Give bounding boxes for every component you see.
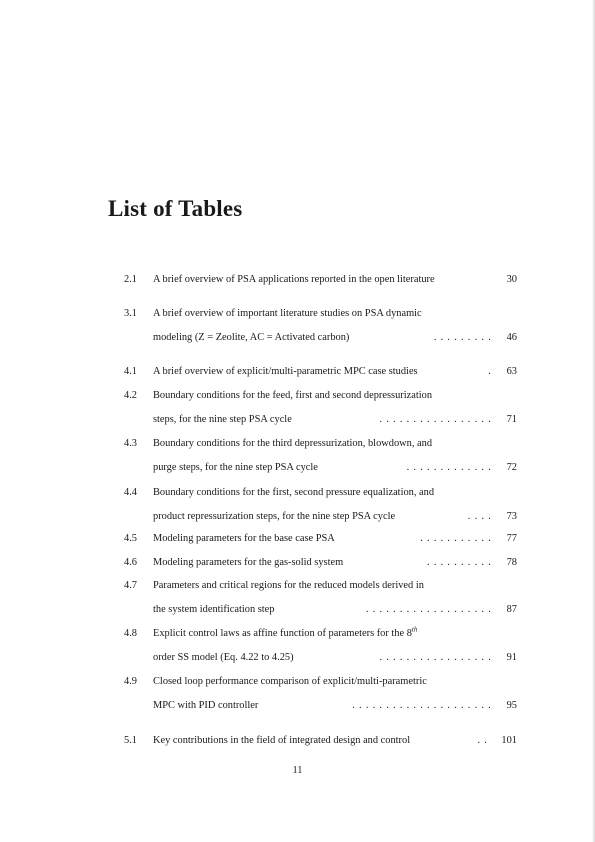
- toc-entry-line[interactable]: [153, 485, 517, 501]
- entry-number: 4.4: [124, 487, 137, 498]
- toc-entry-line[interactable]: [153, 509, 517, 525]
- toc-entry-line[interactable]: [153, 602, 517, 618]
- entry-title: Boundary conditions for the feed, first and second depressurization: [153, 390, 433, 401]
- entry-title: Boundary conditions for the third depressurization, blowdown, and: [153, 438, 433, 449]
- entry-page: 46: [506, 332, 517, 343]
- entry-title: A brief overview of important literature studies on PSA dynamic: [153, 308, 422, 319]
- entry-number: 4.1: [124, 366, 137, 377]
- entry-page: 30: [506, 274, 517, 285]
- toc-entry-line[interactable]: [153, 650, 517, 666]
- entry-number: 4.9: [124, 676, 137, 687]
- entry-page: 63: [506, 366, 517, 377]
- toc-entry-line[interactable]: [153, 698, 517, 714]
- toc-entry-line[interactable]: [153, 330, 517, 346]
- dot-leader: .....................: [352, 700, 495, 711]
- page-number: 11: [292, 765, 303, 776]
- entry-number: 5.1: [124, 735, 137, 746]
- entry-number: 4.3: [124, 438, 137, 449]
- entry-page: 95: [506, 700, 517, 711]
- entry-title-cont: purge steps, for the nine step PSA cycle: [153, 462, 318, 473]
- toc-entry-line[interactable]: [153, 733, 517, 749]
- entry-page: 91: [506, 652, 517, 663]
- entry-title: [153, 626, 417, 642]
- entry-title: Parameters and critical regions for the reduced models derived in: [153, 580, 424, 591]
- entry-title: A brief overview of PSA applications reported in the open literature: [153, 274, 435, 285]
- entry-title-cont: the system identification step: [153, 604, 275, 615]
- entry-page: 71: [506, 414, 517, 425]
- toc-entry-line[interactable]: [153, 272, 517, 288]
- toc-entry-line[interactable]: [153, 555, 517, 571]
- entry-page: 77: [506, 533, 517, 544]
- dot-leader: .: [488, 366, 495, 377]
- dot-leader: .................: [379, 414, 495, 425]
- entry-title: A brief overview of explicit/multi-parametric MPC case studies: [153, 366, 418, 377]
- dot-leader: ...........: [420, 533, 495, 544]
- entry-title-cont: product repressurization steps, for the nine step PSA cycle: [153, 511, 396, 522]
- entry-title-cont: steps, for the nine step PSA cycle: [153, 414, 292, 425]
- entry-title-cont: modeling (Z = Zeolite, AC = Activated carbon): [153, 332, 350, 343]
- page-title: List of Tables: [108, 196, 243, 221]
- toc-entry-line[interactable]: [153, 364, 517, 380]
- entry-title: Modeling parameters for the gas-solid system: [153, 557, 344, 568]
- entry-number: 2.1: [124, 274, 137, 285]
- entry-title: Modeling parameters for the base case PSA: [153, 533, 335, 544]
- dot-leader: ...................: [365, 604, 495, 615]
- toc-entry-line[interactable]: [153, 626, 517, 642]
- entry-title: Boundary conditions for the first, second pressure equalization, and: [153, 487, 435, 498]
- entry-page: 78: [506, 557, 517, 568]
- entry-number: 4.2: [124, 390, 137, 401]
- entry-page: 72: [506, 462, 517, 473]
- entry-title-cont: order SS model (Eq. 4.22 to 4.25): [153, 652, 294, 663]
- entry-page: 87: [506, 604, 517, 615]
- entry-title: Closed loop performance comparison of explicit/multi-parametric: [153, 676, 427, 687]
- dot-leader: .................: [379, 652, 495, 663]
- toc-entry-line[interactable]: [153, 578, 517, 594]
- entry-number: 4.5: [124, 533, 137, 544]
- dot-leader: .........: [433, 332, 495, 343]
- entry-title-text: Explicit control laws as affine function of parameters for the 8: [153, 628, 412, 639]
- toc-entry-line[interactable]: [153, 674, 517, 690]
- entry-title: Key contributions in the field of integrated design and control: [153, 735, 411, 746]
- toc-entry-line[interactable]: [153, 531, 517, 547]
- toc-entry-line[interactable]: [153, 388, 517, 404]
- superscript: th: [411, 625, 418, 634]
- entry-title-cont: MPC with PID controller: [153, 700, 259, 711]
- entry-number: 3.1: [124, 308, 137, 319]
- dot-leader: .............: [406, 462, 495, 473]
- dot-leader: ....: [467, 511, 495, 522]
- dot-leader: ..: [477, 735, 491, 746]
- entry-page: 101: [501, 735, 517, 746]
- toc-entry-line[interactable]: [153, 412, 517, 428]
- toc-entry-line[interactable]: [153, 436, 517, 452]
- entry-number: 4.8: [124, 628, 137, 639]
- entry-number: 4.7: [124, 580, 137, 591]
- dot-leader: ..........: [427, 557, 495, 568]
- toc-entry-line[interactable]: [153, 306, 517, 322]
- entry-page: 73: [506, 511, 517, 522]
- entry-number: 4.6: [124, 557, 137, 568]
- toc-entry-line[interactable]: [153, 460, 517, 476]
